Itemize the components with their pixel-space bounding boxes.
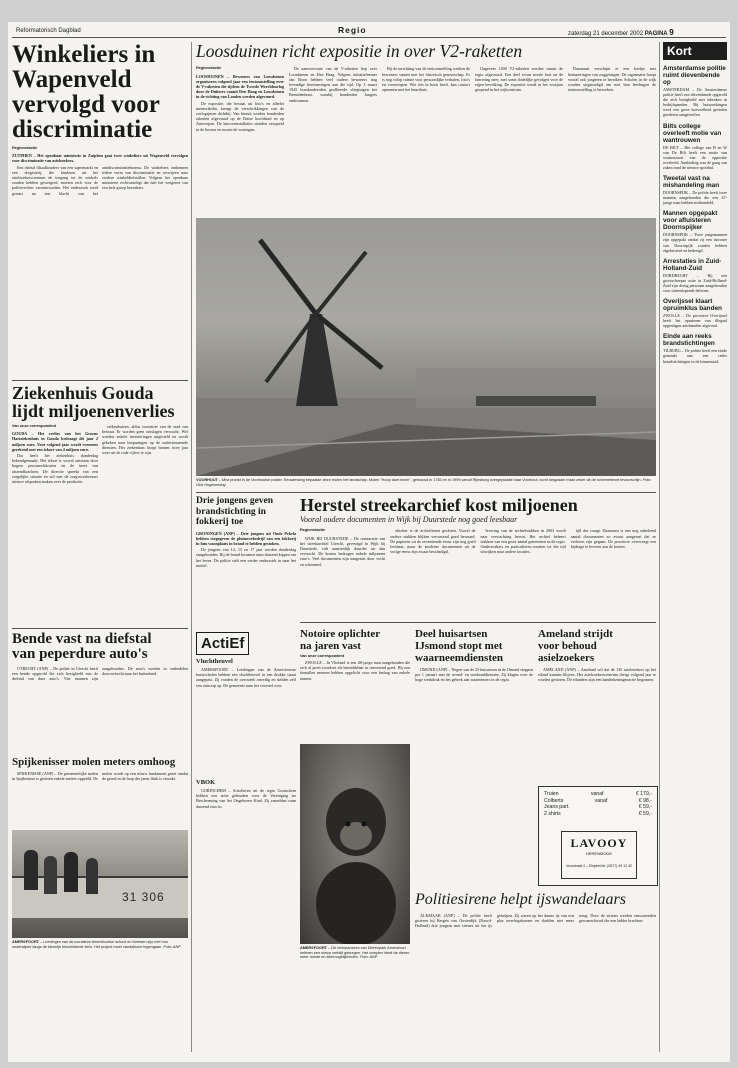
ameland-title-1: Ameland strijdt <box>538 628 613 640</box>
winkeliers-title-3: vervolgd voor <box>12 91 160 118</box>
herstel-col3: levering van de archiefstukken in 2003 wordt naar verwachting hervat. Het archief beheert stukken van een groot aantal gemeenten in de regio. Onderzoekers en particulieren moeten tot die tijd uitwijken naar andere locaties. <box>480 528 566 555</box>
loosduinen-col5: Daarnaast verschijnt er een boekje met herinneringen van ooggetuigen. De organisatie hoopt vooral ook jongeren te bereiken. Scholen in de wijk worden uitgenodigd om met hun leerlingen de tentoonstelling te bezoeken. <box>568 66 656 93</box>
kort-item-body: AMSTERDAM – De Amsterdamse politie heeft een dievenbende opgerold die zich bezighield met inbraken in bedrijfspanden. Bij huiszoekingen werd een grote hoeveelheid gestolen goederen aangetroffen. <box>663 87 727 118</box>
kort-item-body: DE BILT – Het college van B en W van De Bilt heeft een motie van wantrouwen van de oppositie overleefd. Aanleiding was de gang van zaken rond de nieuwe sporthal. <box>663 144 727 170</box>
herstel-title: Herstel streekarchief kost miljoenen <box>300 495 578 515</box>
kort-item-heading: Einde aan reeks brandstichtingen <box>663 333 715 348</box>
diefstal-title-2: van peperdure auto's <box>12 646 148 662</box>
article-ameland <box>538 628 656 787</box>
winkeliers-title-2: Wapenveld <box>12 66 132 93</box>
kort-item-heading: Bilts college overleeft motie van wantrouwen <box>663 122 722 144</box>
winkeliers-title-4: discriminatie <box>12 116 153 143</box>
article-molen <box>12 757 188 829</box>
kort-items <box>663 65 727 364</box>
chimpanzee-caption-text: – De chimpansees van Dierenpark Amersfoort hebben een nieuw verblijf gekregen. Het complex biedt de dieren meer ruimte en klimmogelijkheden. <box>300 946 410 960</box>
drie-jongens-title: Drie jongens geven brandstichting in fokkerij toe <box>196 496 274 527</box>
huisartsen-title-2: IJsmond stopt met <box>415 640 503 652</box>
advert-logo-box <box>561 831 637 879</box>
kort-item-body: DOORNSPIJK – Twee jongemannen zijn opgepakt omdat zij een inwoner van Doornspijk zouden hebben afgeluisterd en bedreigd. <box>663 232 727 253</box>
advert-price: € 59,- <box>638 810 652 817</box>
kort-title: Kort <box>667 44 692 58</box>
article-politie <box>415 892 656 1043</box>
herstel-category: Regioredactie <box>300 528 326 533</box>
politie-body: ALKMAAR (ANP) – De politie heeft gisteren bij Bergen van Oosterdijk (Noord-Holland) drie jongens met sirenes uit het ijs geholpen. Zij waren op het dunne ijs van een plas terechtgekomen en durfden niet meer terug. Door de sirenes werden omwonenden gewaarschuwd die een ladder brachten. <box>415 912 656 929</box>
ziekenhuis-col1: Dat heeft het ziekenhuis donderdag bekendgemaakt. Het tekort is vooral ontstaan door hogere personeelskosten en de inzet van uitzendkrachten. De directie spreekt van een zorgelijke situatie en wil met de zorgverzekeraars nieuwe afspraken maken over de productie. <box>12 453 98 485</box>
winkeliers-lead: ZUTPHEN – Het openbaar ministerie in Zutphen gaat twee winkeliers uit Wapenveld vervolgen voor discriminatie van asielzoekers. <box>12 153 188 164</box>
article-loosduinen <box>196 42 656 218</box>
herstel-subtitle: Vooral oudere documenten in Wijk bij Duurstede nog goed leesbaar <box>300 515 518 524</box>
loosduinen-col4: Ongeveer 1400 V2-raketten werden vanuit de regio afgevuurd. Een deel ervan stortte kort na de lancering neer, met soms dodelijke gevolgen voor de eigen bevolking. De expositie wordt in het voorjaar geopend in het wijkcentrum. <box>475 66 563 93</box>
politie-title: Politiesirene helpt ijswandelaars <box>415 891 626 908</box>
article-herstel <box>300 496 656 622</box>
vboe-title: VBOK <box>196 779 216 786</box>
newspaper-page <box>8 22 730 1062</box>
windmill-caption-label: VOORHOUT <box>196 478 218 482</box>
actief-body: AMERSFOORT – Leerlingen van de Amersfoortse basisscholen hebben een vluchtheuvel in een drukke straat aangepast. Zij vonden de oversteek onveilig en stelden zelf een ontwerp op. De gemeente nam het voorstel over. <box>196 667 296 688</box>
advert-label: Truien <box>544 791 559 797</box>
ziekenhuis-title-2: lijdt miljoenenverlies <box>12 401 175 421</box>
advert-price-row <box>544 791 652 798</box>
ameland-body: AMELAND (ANP) – Ameland wil dat de 130 asielzoekers op het eiland kunnen blijven. Het asielzoekerscentrum dreigt volgend jaar te worden gesloten. De eilanders zijn een handtekeningenactie begonnen. <box>538 667 656 683</box>
kort-item-heading: Mannen opgepakt voor afluisteren Doornspijker <box>663 210 718 232</box>
train-caption <box>12 940 188 949</box>
chimpanzee-photo <box>300 744 410 944</box>
chimpanzee-caption-label: AMERSFOORT <box>300 946 327 950</box>
vboe-body: GORINCHEM – Scholieren uit de regio Gorinchem hebben een actie gehouden voor de Vereniging ter Bescherming van het Ongeboren Kind. Zij zamelden ruim duizend euro in. <box>196 788 296 809</box>
divider-photo <box>196 492 656 493</box>
diefstal-body: UTRECHT (ANP) – De politie in Utrecht heeft een bende opgerold die zich bezighield met de diefstal van dure auto's. Vier mannen zijn aangehouden. De auto's werden in onderdelen doorverkocht naar het buitenland. <box>12 666 188 682</box>
person-silhouette-2 <box>44 856 57 894</box>
advert-label: Jeans part. <box>544 804 570 811</box>
article-winkeliers <box>12 42 188 306</box>
article-oplichter <box>300 628 410 744</box>
article-huisartsen <box>415 628 533 787</box>
winkeliers-title-1: Winkeliers in <box>12 41 156 68</box>
article-actief <box>196 632 296 938</box>
actief-logo: ActiEf <box>196 632 249 655</box>
oplichter-title-1: Notoire oplichter <box>300 628 381 640</box>
train-number: 31 306 <box>122 890 165 904</box>
huisartsen-body: IJMOND (ANP) – Negen van de 23 huisartsen in de IJmond stoppen per 1 januari met de avond- en weekenddiensten. Zij klagen over de hoge werkdruk en het gebrek aan waarnemers in de regio. <box>415 667 533 683</box>
person-silhouette-1 <box>24 850 38 890</box>
chimpanzee-caption <box>300 946 410 960</box>
header-date-line <box>568 28 674 37</box>
train-caption-label: AMERSFOORT <box>12 940 39 944</box>
ziekenhuis-lead: GOUDA – Het verlies van het Groene Hartziekenhuis in Gouda bedraagt dit jaar 2 miljoen euro. Voor volgend jaar wordt eveneens gerekend met een tekort van 4 miljoen euro. <box>12 431 98 452</box>
ziekenhuis-title-1: Ziekenhuis Gouda <box>12 383 154 403</box>
train-photo <box>12 830 188 938</box>
chimp-eye-left <box>346 822 351 827</box>
advert-address: Voorstraat 4 – Elspeet tel. (0577) 49 12 42 <box>566 864 632 868</box>
advert-price: € 179,- <box>635 791 652 797</box>
divider-1 <box>12 380 188 381</box>
kort-item-heading: Tweetal vast na mishandeling man <box>663 175 720 190</box>
advert-logo: LAVOOY <box>570 836 628 850</box>
chimp-eye-right <box>362 822 367 827</box>
winkeliers-category: Regioredactie <box>12 146 38 150</box>
windmill-sail-3 <box>316 252 366 314</box>
molen-title: Spijkenisser molen meters omhoog <box>12 756 176 768</box>
column-rule-left <box>191 42 192 1052</box>
train-caption-text: – Leerlingen van de lucratieve Amersfoortse school en Keetsen zijn met hun onderwijzer langs de kleurrijk beschilderde trein. Het project moet vandalisme tegengaan. <box>12 940 168 949</box>
kort-item-body: TILBURG – De politie heeft een einde gemaakt aan een reeks brandstichtingen in de binnenstad. <box>663 348 727 364</box>
newspaper-name: Reformatorisch Dagblad <box>16 28 81 34</box>
header-page-number: 9 <box>669 28 674 37</box>
kort-item-body: DOORNSPIJK – De politie heeft twee mannen aangehouden die een 47-jarige man hebben mishandeld. <box>663 190 727 206</box>
ziekenhuis-col2: ziekenhuizen, aldus voorzitter van de raad van bestuur. Er worden geen ontslagen verwacht. Wel worden enkele investeringen uitgesteld en wordt gekeken naar besparingen op de ondersteunende diensten. Het ziekenhuis hoopt binnen twee jaar weer uit de rode cijfers te zijn. <box>102 424 188 456</box>
loosduinen-category: Regioredactie <box>196 66 222 71</box>
article-ziekenhuis <box>12 384 188 624</box>
advert-price: € 98,- <box>638 797 652 804</box>
advert-price-row <box>544 804 652 811</box>
kort-header <box>663 42 727 60</box>
loosduinen-lead: LOOSDUINEN – Bewoners van Loosduinen organiseren volgend jaar een tentoonstelling over de V-raketten die tijdens de Tweede Wereldoorlog door de Duitsers vanuit Den Haag en Loosduinen in de richting van Londen werden afgevuurd. <box>196 73 284 100</box>
train-caption-credit: Foto: ANP <box>163 944 181 949</box>
ameland-title-2: voor behoud <box>538 640 597 652</box>
herstel-col2: oktober is de archieftoren gesloten. Vooral de oudere stukken blijken verrassend goed bewaard. De papieren uit de zeventiende eeuw zijn nog goed leesbaar, maar de moderne documenten uit de vorige eeuw zijn zwaar beschadigd. <box>390 528 476 555</box>
section-name: Regio <box>338 25 367 35</box>
loosduinen-title: Loosduinen richt expositie in over V2-raketten <box>196 41 523 61</box>
lavooy-advert <box>538 786 658 886</box>
loosduinen-col1: De expositie, die bestaat uit foto's en allerlei memorabilia, brengt de verschrikkingen van de oorlogsjaren dichtbij. Van hieruit werden honderden raketten afgevuurd op de Britse hoofdstad en op Antwerpen. De lanceerinstallaties stonden verspreid in de bossen en tussen de woningen. <box>196 100 284 132</box>
article-diefstal <box>12 632 188 754</box>
distant-shed <box>476 396 596 406</box>
advert-tagline: HERENMODE <box>585 851 612 856</box>
windmill-caption <box>196 478 656 487</box>
chimp-body <box>316 862 396 944</box>
header-page-label: PAGINA <box>644 31 668 37</box>
kort-item-heading: Arrestaties in Zuid-Holland-Zuid <box>663 257 722 272</box>
chimpanzee-caption-credit: Foto: ANP <box>359 955 378 960</box>
windmill-photo <box>196 218 656 476</box>
ziekenhuis-byline: Van onze correspondent <box>12 424 57 428</box>
advert-label: 2 shirts <box>544 810 561 817</box>
chimpanzee-silhouette <box>300 744 410 944</box>
advert-price-row <box>544 798 652 805</box>
herstel-col4: tijd dat vraagt. Daarnaast is een nog onbekend aantal documenten zo zwaar aangetast dat ze verloren zijn gegaan. De provincie overweegt een bijdrage te leveren aan de kosten. <box>570 528 656 549</box>
windmill-sail-1 <box>260 240 316 314</box>
windmill-caption-credit: Foto: Dick Hogewoning <box>196 478 652 487</box>
kort-item-body: DORDRECHT – Bij een grootscheepse actie in Zuid-Holland-Zuid zijn dertig personen aangehouden voor uiteenlopende delicten. <box>663 272 727 293</box>
actief-title: Vluchtheuvel <box>196 658 233 665</box>
kort-item-heading: Overijssel klaart opruimklus banden <box>663 298 722 313</box>
advert-from: vanaf <box>594 797 608 804</box>
kort-item-body: ZWOLLE – De provincie Overijssel heeft het opruimen van illegaal opgeslagen autobanden afgerond. <box>663 313 727 329</box>
molen-body: SPIJKENISSE (ANP) – De gemeentelijke molen in Spijkenisse is gisteren enkele meters opgetild. De molen wordt op een nieuw fundament gezet omdat de grond in de loop der jaren flink is verzakt. <box>12 771 188 782</box>
advert-price: € 59,- <box>638 804 652 811</box>
windmill-scene <box>196 218 656 476</box>
advert-price-list <box>539 787 657 821</box>
advert-from: vanaf <box>590 791 604 797</box>
person-silhouette-4 <box>86 858 98 894</box>
oplichter-byline: Van onze correspondent <box>300 654 345 658</box>
herstel-col1: WIJK BIJ DUURSTEDE – De restauratie van het streekarchief Utrecht, gevestigd in Wijk bij Duurstede, valt aanzienlijk duurder uit dan verwacht. De kosten bedragen enkele miljoenen euro's. Veel documenten zijn aangetast door vocht en schimmel. <box>300 535 386 567</box>
diefstal-title-1: Bende vast na diefstal <box>12 631 152 647</box>
article-drie-jongens <box>196 496 296 641</box>
header-date: zaterdag 21 december 2002 <box>568 31 644 37</box>
loosduinen-col2: De aanvoerroute van de V-raketten liep over Loosduinen en Den Haag. Volgens initiatiefnemer Jan Boon hebben veel oudere bewoners nog levendige herinneringen aan die tijd. Op 3 maart 1945 bombardeerden geallieerde vliegtuigen het Bezuidenhout, waarbij honderden burgers omkwamen. <box>289 66 377 103</box>
advert-price-row <box>544 811 652 818</box>
advert-label: Colberts <box>544 797 564 804</box>
divider-2 <box>12 628 188 629</box>
drie-jongens-body: De jongens van 14, 15 en 17 jaar werden donderdag aangehouden. Bij de brand kwamen ruim duizend kippen om het leven. De politie stelt een verder onderzoek in naar het motief. <box>196 547 296 568</box>
oplichter-body: ZWOLLE – In Vlieland is een 48-jarige man aangehouden die zich al jaren voordoet als bemiddelaar in onroerend goed. Hij zou tientallen mensen hebben opgelicht voor een bedrag van enkele tonnen. <box>300 660 410 681</box>
loosduinen-col3: Bij de inrichting van de tentoonstelling werken de bewoners samen met het historisch genootschap. Er is nog volop ruimte voor persoonlijke verhalen, foto's en voorwerpen. Wie iets in bezit heeft, kan contact opnemen met het buurthuis. <box>382 66 470 93</box>
kort-column <box>663 42 727 364</box>
kort-item-heading: Amsterdamse politie ruimt dievenbende op <box>663 65 726 86</box>
person-silhouette-3 <box>64 852 78 892</box>
oplichter-title-2: na jaren vast <box>300 640 361 652</box>
drie-jongens-lead: GRONINGEN (ANP) – Drie jongens uit Oude Pekela hebben toegegeven de pluimveebedrijf van een fokkerij in hun woonplaats in brand te hebben gestoken. <box>196 530 296 546</box>
huisartsen-title-1: Deel huisartsen <box>415 628 488 640</box>
windmill-caption-text: – Mist pronkt in de Voorhoutse polder. Eeuwenlang bepaalde deze molen het landschap. Molen "Hoop doet leven", gebouwd in 1783 en in 1999 vanuit Rijnsburg overgeplaatst naar Voorhout, komt langzaam maar zeker uit de schemerlevel tevoorschijn. <box>219 478 642 482</box>
huisartsen-title-3: waarneemdiensten <box>415 652 503 664</box>
ameland-title-3: asielzoekers <box>538 652 595 664</box>
divider-herstel <box>300 622 656 623</box>
chimp-face <box>340 822 372 850</box>
column-rule-right <box>659 42 660 1052</box>
header-rule <box>12 37 726 38</box>
winkeliers-body: Een drietal filiaalhouders van een supermarkt en een drogisterij, die kinderen uit het asielzoekerscentrum de toegang tot de winkels zouden hebben geweigerd, moeten zich voor de politierechter verantwoorden. Het onderzoek werd gestart na een klacht van het antidiscriminatiebureau. De winkeliers ontkennen iedere vorm van discriminatie en verwijzen naar eerdere winkeldiefstallen. Volgens het openbaar ministerie rechtvaardigt dat niet het weigeren van een hele groep bezoekers. <box>12 164 188 196</box>
